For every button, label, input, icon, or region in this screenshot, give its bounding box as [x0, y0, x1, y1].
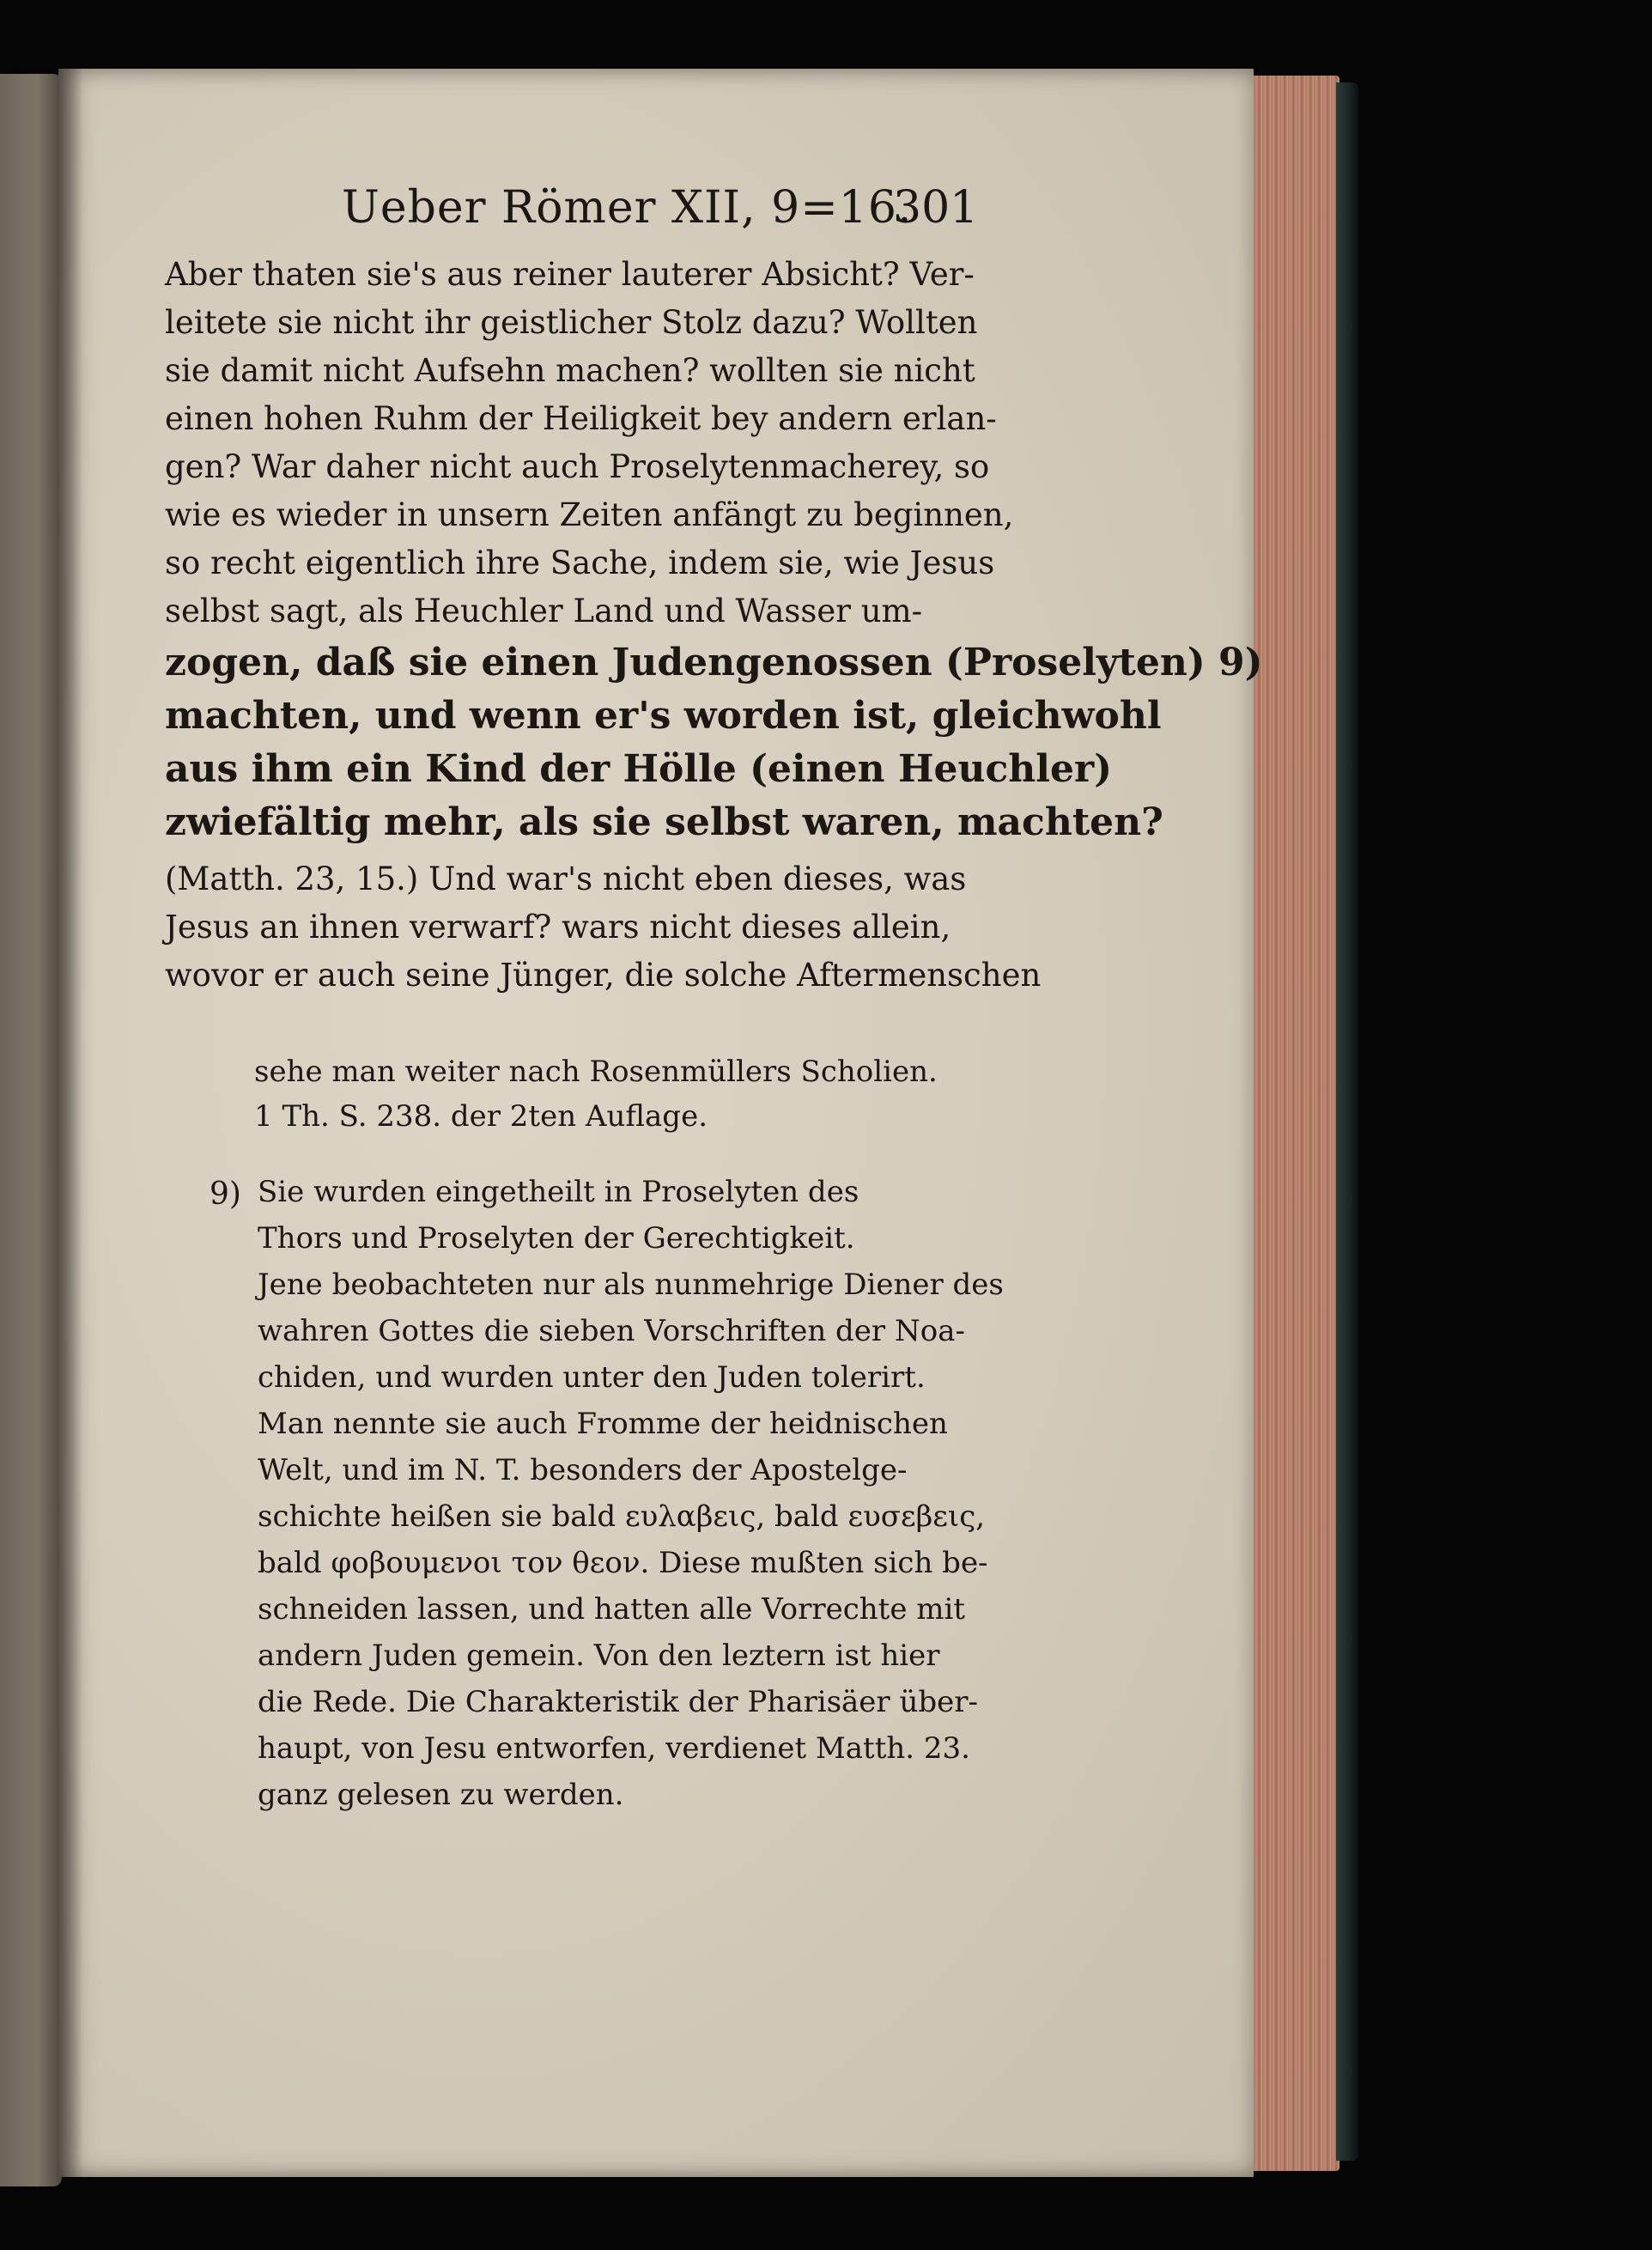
text-line: gen? War daher nicht auch Proselytenmacherey, so — [165, 448, 990, 485]
text-line: leitete sie nicht ihr geistlicher Stolz dazu? Wollten — [165, 304, 978, 341]
text-line: Jesus an ihnen verwarf? wars nicht dieses allein, — [165, 909, 951, 946]
footnote-line: Man nennte sie auch Fromme der heidnischen — [258, 1407, 948, 1441]
footnote-line: die Rede. Die Charakteristik der Pharisäer über- — [258, 1685, 979, 1719]
footnote-line: chiden, und wurden unter den Juden tolerirt. — [258, 1360, 926, 1395]
footnote-line: ganz gelesen zu werden. — [258, 1778, 624, 1812]
footnote-line: 1 Th. S. 238. der 2ten Auflage. — [254, 1099, 708, 1134]
text-line: wie es wieder in unsern Zeiten anfängt zu beginnen, — [165, 496, 1014, 533]
footnote-line: bald φοβουμενοι τον θεον. Diese mußten sich be- — [258, 1546, 988, 1580]
footnote-number: 9) — [210, 1177, 241, 1212]
footnote-line: schichte heißen sie bald ευλαβεις, bald ευσεβεις, — [258, 1499, 986, 1534]
facing-page-edge — [0, 74, 62, 2186]
footnote-line: Jene beobachteten nur als nunmehrige Diener des — [258, 1268, 1004, 1302]
footnote-line: sehe man weiter nach Rosenmüllers Scholien. — [254, 1055, 938, 1089]
page-number: 301 — [893, 182, 979, 234]
footnote-line: haupt, von Jesu entworfen, verdienet Matth. 23. — [258, 1731, 970, 1766]
footnote-line: schneiden lassen, und hatten alle Vorrechte mit — [258, 1592, 966, 1627]
footnote-line: Welt, und im N. T. besonders der Apostelge- — [258, 1453, 908, 1487]
text-line: (Matth. 23, 15.) Und war's nicht eben dieses, was — [165, 860, 967, 897]
footnote-line: Sie wurden eingetheilt in Proselyten des — [258, 1175, 859, 1209]
footnote-line: wahren Gottes die sieben Vorschriften der Noa- — [258, 1314, 965, 1348]
text-line: sie damit nicht Aufsehn machen? wollten sie nicht — [165, 352, 975, 389]
book-cover-edge — [1336, 82, 1358, 2161]
text-line: einen hohen Ruhm der Heiligkeit bey andern erlan- — [165, 400, 997, 437]
text-line: selbst sagt, als Heuchler Land und Wasser um- — [165, 593, 923, 629]
page-block-edges — [1254, 76, 1339, 2171]
text-line: zogen, daß sie einen Judengenossen (Proselyten) 9) — [165, 641, 1263, 684]
gutter-shadow — [58, 69, 82, 2177]
text-line: wovor er auch seine Jünger, die solche Aftermenschen — [165, 957, 1042, 994]
text-line: Aber thaten sie's aus reiner lauterer Absicht? Ver- — [165, 256, 975, 293]
text-line: aus ihm ein Kind der Hölle (einen Heuchler) — [165, 747, 1113, 791]
footnote-line: Thors und Proselyten der Gerechtigkeit. — [258, 1221, 855, 1256]
text-line: machten, und wenn er's worden ist, gleichwohl — [165, 694, 1162, 738]
footnote-line: andern Juden gemein. Von den leztern ist hier — [258, 1639, 940, 1673]
text-line: zwiefältig mehr, als sie selbst waren, machten? — [165, 800, 1163, 844]
text-line: so recht eigentlich ihre Sache, indem sie, wie Jesus — [165, 544, 995, 581]
running-head: Ueber Römer XII, 9=16. — [342, 182, 913, 234]
